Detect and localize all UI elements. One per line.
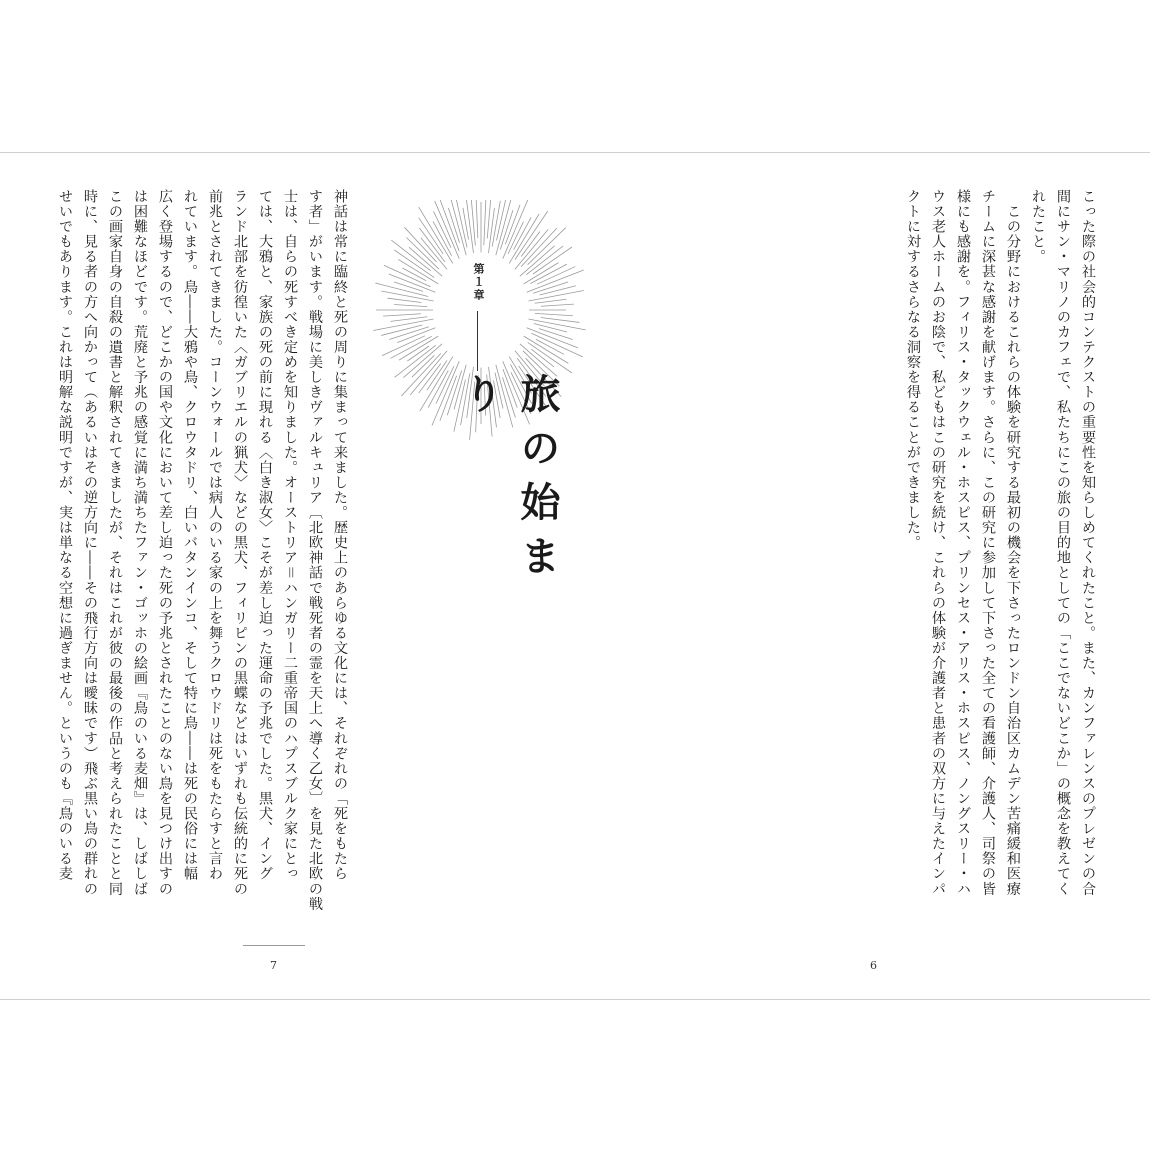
right-page-text bbox=[890, 189, 1100, 897]
burst-ray bbox=[475, 200, 478, 238]
burst-ray bbox=[541, 304, 574, 306]
burst-ray bbox=[384, 265, 431, 287]
burst-ray bbox=[383, 314, 421, 316]
text-line: ランド北部を彷徨いた〈ガブリエルの猟犬〉などの黒犬、フィリピンの黒蝶などはいずれも伝統的に死の bbox=[232, 189, 248, 897]
burst-ray bbox=[454, 200, 467, 247]
burst-ray bbox=[412, 355, 435, 377]
burst-ray bbox=[390, 317, 427, 322]
burst-ray bbox=[521, 232, 540, 257]
burst-ray bbox=[373, 319, 433, 330]
burst-ray bbox=[394, 282, 423, 291]
text-line: 神話は常に臨終と死の周りに集まって来ました。歴史上のあらゆる文化には、それぞれの「死をもたら bbox=[332, 189, 348, 882]
burst-ray bbox=[484, 200, 486, 245]
text-line: れたこと。 bbox=[1030, 189, 1046, 265]
book-spread bbox=[0, 152, 1150, 1000]
left-page-text bbox=[48, 189, 352, 912]
burst-ray bbox=[433, 221, 452, 255]
burst-ray bbox=[463, 208, 469, 240]
text-line: 様にも感謝を。フィリス・タックウェル・ホスピス、プリンセス・アリス・ホスピス、ノングスリー・ハ bbox=[955, 189, 971, 897]
burst-ray bbox=[520, 246, 555, 276]
text-line: 時に、見る者の方へ向かって（あるいはその逆方向に――その飛行方向は曖昧です）飛ぶ黒い鳥の群れの bbox=[82, 189, 98, 897]
burst-ray bbox=[382, 336, 425, 356]
burst-ray bbox=[391, 336, 432, 358]
text-line: れています。鳥――大鴉や鳥、クロウタドリ、白いバタンインコ、そして特に鳥――は死の民俗には幅 bbox=[182, 189, 198, 882]
chapter-rule bbox=[477, 311, 478, 371]
burst-ray bbox=[381, 325, 422, 335]
text-line: 広く登場するので、どこかの国や文化において差し迫った死の予兆とされたことのない鳥を見つけ出すの bbox=[157, 189, 173, 897]
burst-ray bbox=[540, 286, 576, 295]
text-line: クトに対するさらなる洞察を得ることができました。 bbox=[905, 189, 921, 551]
burst-ray bbox=[524, 263, 559, 284]
text-line: ウス老人ホームのお陰で、私どもはこの研究を続け、これらの体験が介護者と患者の双方に与えたインパ bbox=[930, 189, 946, 897]
text-line: す者」がいます。戦場に美しきヴァルキュリア〔北欧神話で戦死者の霊を天上へ導く乙女〕を見た北欧の戦 bbox=[307, 189, 323, 912]
chapter-heading bbox=[440, 208, 560, 638]
burst-ray bbox=[527, 328, 578, 348]
text-line: こった際の社会的コンテクストの重要性を知らしめてくれたこと。また、カンファレンスのプレゼンの合 bbox=[1080, 189, 1096, 897]
text-line: は困難なほどです。荒廃と予兆の感覚に満ち満ちたファン・ゴッホの絵画『鳥のいる麦畑』は、しばしば bbox=[132, 189, 148, 897]
chapter-label: 第１章 bbox=[472, 263, 485, 302]
burst-ray bbox=[508, 222, 524, 254]
text-line: ては、大鴉と、家族の死の前に現れる〈白き淑女〉こそが差し迫った運命の予兆でした。黒犬、イング bbox=[257, 189, 273, 882]
page-number-rule bbox=[243, 945, 305, 946]
burst-ray bbox=[534, 323, 567, 331]
burst-ray bbox=[539, 329, 573, 340]
burst-ray bbox=[434, 211, 452, 247]
page-number-right: 6 bbox=[870, 959, 877, 972]
burst-ray bbox=[389, 274, 436, 292]
text-line: チームに深甚な感謝を献げます。さらに、この研究に参加して下さった全ての看護師、介護人、司祭の皆 bbox=[980, 189, 996, 897]
burst-ray bbox=[514, 217, 531, 249]
text-line: 間にサン・マリノのカフェで、私たちにこの旅の目的地としての「ここでないどこか」の概念を教えてく bbox=[1055, 189, 1071, 897]
burst-ray bbox=[520, 344, 557, 376]
burst-ray bbox=[375, 283, 428, 296]
burst-ray bbox=[470, 200, 475, 246]
text-line: 前兆とされてきました。コーンウォールでは病人のいる家の上を舞うクロウドリは死をもたらすと言わ bbox=[207, 189, 223, 882]
burst-ray bbox=[535, 313, 573, 315]
text-line: この画家自身の自殺の遺書と解釈されてきましたが、それはこれが彼の最後の作品と考えられたことと同 bbox=[107, 189, 123, 897]
burst-ray bbox=[541, 318, 580, 323]
chapter-title: 旅の始まり bbox=[457, 373, 560, 589]
burst-ray bbox=[388, 298, 422, 302]
burst-ray bbox=[419, 364, 441, 393]
text-line: せいでもあります。これは明解な説明ですが、実は単なる空想に過ぎません。というのも『鳥のいる麦 bbox=[57, 189, 73, 882]
burst-ray bbox=[531, 333, 582, 357]
page-number-left: 7 bbox=[270, 959, 277, 972]
burst-ray bbox=[394, 305, 427, 307]
burst-ray bbox=[535, 299, 567, 303]
text-line: この分野におけるこれらの体験を研究する最初の機会を下さったロンドン自治区カムデン苦痛緩和医療 bbox=[1005, 189, 1021, 897]
burst-ray bbox=[533, 247, 572, 274]
text-line: 士は、自らの死すべき定めを知りました。オーストリア＝ハンガリー二重帝国のハプスブルク家にとっ bbox=[282, 189, 298, 882]
